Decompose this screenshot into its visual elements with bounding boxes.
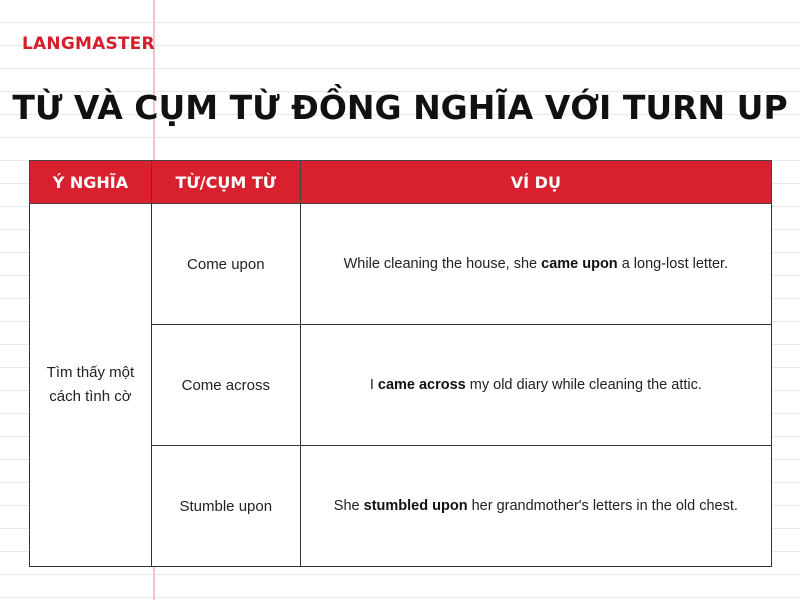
term-cell: Come across [151,325,300,446]
example-cell [300,325,771,446]
example-text: She [333,498,364,514]
table-header-row [30,161,772,204]
example-text: a long-lost letter. [617,256,729,272]
header-meaning: Ý NGHĨA [30,161,152,204]
brand-logo: LANGMASTER [22,34,155,54]
example-highlight: came across [377,377,466,393]
example-highlight: came upon [541,256,618,272]
synonyms-table [29,160,772,567]
example-highlight: stumbled upon [363,498,468,514]
term-cell: Come upon [151,204,300,325]
example-text: I [369,377,378,393]
example-cell [300,204,771,325]
term-cell: Stumble upon [151,446,300,567]
header-term: TỪ/CỤM TỪ [151,161,300,204]
page-title: TỪ VÀ CỤM TỪ ĐỒNG NGHĨA VỚI TURN UP [12,88,788,127]
example-text: her grandmother's letters in the old chest. [467,498,738,514]
example-text: While cleaning the house, she [343,256,542,272]
example-text: my old diary while cleaning the attic. [465,377,702,393]
table-row [30,204,772,325]
header-example: VÍ DỤ [300,161,771,204]
meaning-cell: Tìm thấy một cách tình cờ [30,204,152,567]
example-cell [300,446,771,567]
